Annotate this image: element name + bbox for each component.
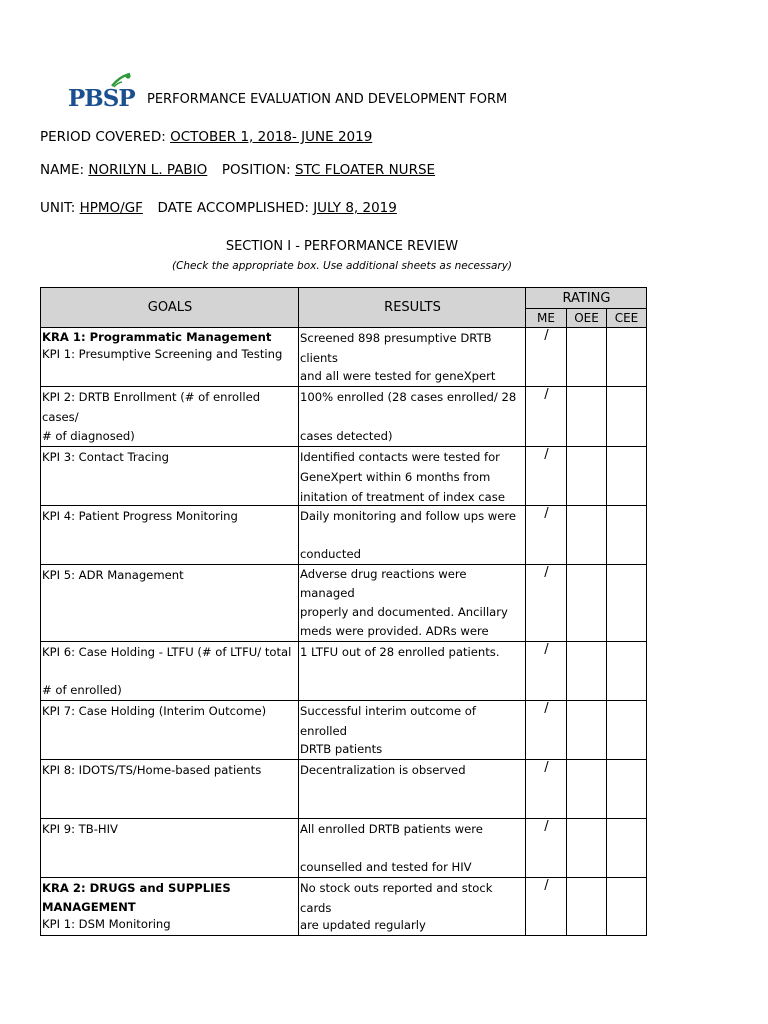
period-value: OCTOBER 1, 2018- JUNE 2019: [170, 129, 373, 145]
oee-checkbox[interactable]: [567, 328, 607, 387]
kpi-label: KPI 1: Presumptive Screening and Testing: [42, 347, 283, 361]
me-checkbox[interactable]: /: [526, 642, 567, 701]
table-row: [41, 878, 647, 936]
oee-checkbox[interactable]: [567, 819, 607, 878]
oee-header: OEE: [567, 309, 607, 328]
results-header: RESULTS: [299, 288, 526, 328]
oee-checkbox[interactable]: [567, 387, 607, 447]
performance-table: [40, 287, 647, 936]
goal-cell: [41, 328, 299, 387]
cee-checkbox[interactable]: [607, 878, 647, 936]
kpi-label: KPI 2: DRTB Enrollment (# of enrolled cases/: [42, 390, 261, 424]
cee-checkbox[interactable]: [607, 642, 647, 701]
goal-cell: [41, 819, 299, 878]
section-note: (Check the appropriate box. Use additional sheets as necessary): [171, 260, 513, 272]
form-title: PERFORMANCE EVALUATION AND DEVELOPMENT FORM: [147, 92, 508, 107]
me-checkbox[interactable]: /: [526, 506, 567, 565]
cee-checkbox[interactable]: [607, 328, 647, 387]
kra-title: KRA 1: Programmatic Management: [42, 330, 272, 344]
kpi-label: KPI 7: Case Holding (Interim Outcome): [42, 704, 267, 718]
date-label: DATE ACCOMPLISHED:: [157, 200, 309, 216]
position-label: POSITION:: [221, 162, 291, 178]
kra-title: KRA 2: DRUGS and SUPPLIES: [42, 881, 231, 895]
table-row: [41, 760, 647, 819]
cee-checkbox[interactable]: [607, 819, 647, 878]
kra-title-cont: MANAGEMENT: [42, 900, 136, 914]
cee-checkbox[interactable]: [607, 447, 647, 506]
goal-cell: [41, 387, 299, 447]
date-value: JULY 8, 2019: [313, 200, 397, 216]
goal-cell: [41, 642, 299, 701]
table-row: [41, 387, 647, 447]
result-cell: [299, 387, 526, 447]
result-text-cont: cases detected): [300, 429, 393, 443]
cee-checkbox[interactable]: [607, 387, 647, 447]
unit-line: [40, 200, 397, 216]
result-line: properly and documented. Ancillary: [300, 605, 508, 619]
result-cell: [299, 565, 526, 642]
table-row: [41, 642, 647, 701]
result-text: No stock outs reported and stock cards: [300, 881, 493, 915]
result-text-cont: counselled and tested for HIV: [300, 860, 472, 874]
svg-text:PBSP: PBSP: [68, 85, 135, 112]
goals-header: GOALS: [41, 288, 299, 328]
goal-cell: [41, 506, 299, 565]
goal-cell: [41, 447, 299, 506]
name-line: [40, 162, 435, 178]
table-row: [41, 819, 647, 878]
me-header: ME: [526, 309, 567, 328]
result-cell: [299, 506, 526, 565]
result-cell: [299, 819, 526, 878]
result-line: initation of treatment of index case: [300, 490, 505, 504]
oee-checkbox[interactable]: [567, 760, 607, 819]
me-checkbox[interactable]: /: [526, 328, 567, 387]
oee-checkbox[interactable]: [567, 447, 607, 506]
result-cell: [299, 447, 526, 506]
oee-checkbox[interactable]: [567, 506, 607, 565]
result-text: Decentralization is observed: [300, 763, 466, 777]
result-line: Adverse drug reactions were managed: [300, 567, 467, 600]
oee-checkbox[interactable]: [567, 878, 607, 936]
result-line: meds were provided. ADRs were: [300, 624, 489, 638]
period-label: PERIOD COVERED:: [40, 129, 166, 145]
table-row: [41, 565, 647, 642]
kpi-label: KPI 4: Patient Progress Monitoring: [42, 509, 238, 523]
period-line: [40, 129, 372, 145]
kpi-label: KPI 9: TB-HIV: [42, 822, 118, 836]
goal-cell: [41, 565, 299, 642]
result-cell: [299, 701, 526, 760]
result-text: 100% enrolled (28 cases enrolled/ 28: [300, 390, 517, 404]
cee-checkbox[interactable]: [607, 760, 647, 819]
result-text-cont: and all were tested for geneXpert: [300, 369, 496, 383]
table-row: [41, 701, 647, 760]
table-row: [41, 506, 647, 565]
kpi-label: KPI 5: ADR Management: [42, 568, 184, 582]
oee-checkbox[interactable]: [567, 642, 607, 701]
me-checkbox[interactable]: /: [526, 447, 567, 506]
me-checkbox[interactable]: /: [526, 760, 567, 819]
result-text: Successful interim outcome of enrolled: [300, 704, 476, 738]
cee-checkbox[interactable]: [607, 701, 647, 760]
me-checkbox[interactable]: /: [526, 565, 567, 642]
unit-value: HPMO/GF: [79, 200, 143, 216]
result-line: Identified contacts were tested for: [300, 450, 500, 464]
result-text: 1 LTFU out of 28 enrolled patients.: [300, 645, 500, 659]
result-text: All enrolled DRTB patients were: [300, 822, 483, 836]
cee-checkbox[interactable]: [607, 565, 647, 642]
result-cell: [299, 328, 526, 387]
result-text: Daily monitoring and follow ups were: [300, 509, 517, 523]
kpi-label: KPI 6: Case Holding - LTFU (# of LTFU/ total: [42, 645, 292, 659]
me-checkbox[interactable]: /: [526, 387, 567, 447]
kpi-label-cont: # of diagnosed): [42, 429, 135, 443]
goal-cell: [41, 760, 299, 819]
result-cell: [299, 642, 526, 701]
result-text: Screened 898 presumptive DRTB clients: [300, 331, 492, 365]
cee-checkbox[interactable]: [607, 506, 647, 565]
cee-header: CEE: [607, 309, 647, 328]
table-row: [41, 447, 647, 506]
name-value: NORILYN L. PABIO: [88, 162, 208, 178]
kpi-label: KPI 8: IDOTS/TS/Home-based patients: [42, 763, 262, 777]
result-text-cont: conducted: [300, 547, 361, 561]
oee-checkbox[interactable]: [567, 565, 607, 642]
kpi-label: KPI 1: DSM Monitoring: [42, 917, 171, 931]
result-text-cont: are updated regularly: [300, 918, 426, 932]
me-checkbox[interactable]: /: [526, 819, 567, 878]
unit-label: UNIT:: [40, 200, 76, 216]
section-title: SECTION I - PERFORMANCE REVIEW: [225, 239, 459, 254]
table-row: [41, 328, 647, 387]
kpi-label: KPI 3: Contact Tracing: [42, 450, 170, 464]
result-cell: [299, 760, 526, 819]
result-text-cont: DRTB patients: [300, 742, 383, 756]
kpi-label-cont: # of enrolled): [42, 683, 122, 697]
oee-checkbox[interactable]: [567, 701, 607, 760]
me-checkbox[interactable]: /: [526, 878, 567, 936]
name-label: NAME:: [40, 162, 85, 178]
me-checkbox[interactable]: /: [526, 701, 567, 760]
rating-header: RATING: [526, 288, 647, 309]
result-line: GeneXpert within 6 months from: [300, 470, 491, 484]
goal-cell: [41, 701, 299, 760]
position-value: STC FLOATER NURSE: [295, 162, 436, 178]
goal-cell: [41, 878, 299, 936]
pbsp-logo: [68, 72, 136, 112]
result-cell: [299, 878, 526, 936]
